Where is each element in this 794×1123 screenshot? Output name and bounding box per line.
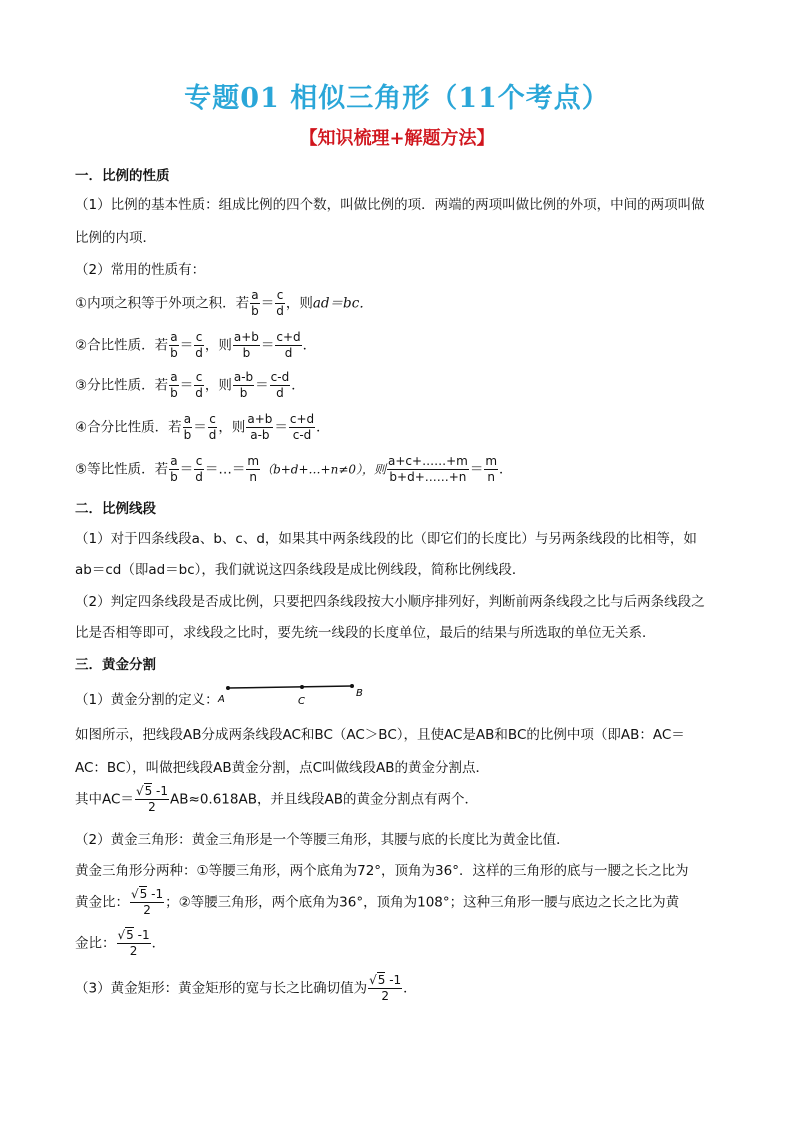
row-text: ＝…＝	[204, 461, 246, 478]
numerator: c+d	[289, 412, 315, 426]
row-text: ＝	[469, 461, 484, 478]
denominator: d	[208, 428, 217, 442]
denominator: b	[170, 470, 178, 484]
numerator: m	[247, 454, 260, 468]
numerator: c	[195, 330, 203, 344]
denominator: 2	[148, 800, 156, 814]
fraction	[275, 288, 285, 319]
denominator: d	[276, 304, 284, 318]
minus-one: -1	[133, 928, 150, 942]
section-heading-ratio-properties: 一．比例的性质	[75, 168, 170, 184]
row-result: ad＝bc．	[312, 295, 373, 312]
numerator: a	[183, 412, 192, 426]
denominator: n	[249, 470, 258, 484]
fraction	[169, 370, 179, 401]
numerator: a+b	[247, 412, 273, 426]
denominator: 2	[129, 944, 138, 958]
numerator: c	[209, 412, 216, 426]
row-text: ．	[403, 980, 417, 997]
denominator: 2	[143, 903, 151, 917]
minus-one: -1	[385, 973, 402, 987]
fraction	[194, 454, 204, 485]
denominator: b	[170, 386, 178, 400]
fraction	[208, 412, 218, 443]
row-text: ＝	[179, 461, 194, 478]
fraction	[387, 454, 469, 485]
point-b	[350, 684, 354, 688]
numerator: a+b	[233, 330, 259, 344]
row-text: ，则	[285, 295, 313, 312]
sqrt-radicand: 5	[377, 973, 386, 987]
sqrt-radicand: 5	[144, 784, 153, 798]
numerator: c	[195, 370, 203, 384]
denominator: b	[239, 386, 248, 400]
property-row-2	[75, 330, 316, 361]
paragraph-line: （1）黄金分割的定义：	[75, 692, 219, 708]
point-c	[300, 685, 304, 689]
fraction-golden	[117, 928, 151, 959]
row-text: ＝	[179, 377, 194, 394]
numerator: m	[485, 454, 498, 468]
denominator: b	[170, 346, 178, 360]
row-text: ＝	[260, 337, 275, 354]
segment-ab	[228, 686, 352, 688]
row-text: ①内项之积等于外项之积．若	[75, 295, 250, 312]
denominator: a-b	[250, 428, 270, 442]
segment-diagram	[210, 680, 380, 710]
row-text: ②合比性质．若	[75, 337, 169, 354]
row-text: ．	[316, 419, 330, 436]
paragraph-line: （1）对于四条线段a、b、c、d，如果其中两条线段的比（即它们的长度比）与另两条线段的比相等，如	[75, 531, 697, 547]
paragraph-line: （2）判定四条线段是否成比例，只要把四条线段按大小顺序排列好，判断前两条线段之比与后两条线段之	[75, 594, 705, 610]
fraction	[484, 454, 498, 485]
row-text: ⑤等比性质．若	[75, 461, 169, 478]
fraction	[183, 412, 193, 443]
row-text: ＝	[274, 419, 288, 436]
row-text: ，则	[204, 377, 232, 394]
fraction	[169, 454, 179, 485]
golden-ratio-formula	[75, 784, 478, 815]
denominator: d	[195, 386, 203, 400]
row-text: ③分比性质．若	[75, 377, 169, 394]
row-text: ④合分比性质．若	[75, 419, 182, 436]
paragraph-line: （2）黄金三角形：黄金三角形是一个等腰三角形，其腰与底的长度比为黄金比值．	[75, 832, 570, 848]
numerator: a	[170, 454, 178, 468]
row-text: ；②等腰三角形，两个底角为36°，顶角为108°；这种三角形一腰与底边之长之比为黄	[165, 894, 680, 911]
row-text: ＝	[260, 295, 275, 312]
row-text: ＝	[179, 337, 194, 354]
row-text: ，则	[204, 337, 232, 354]
point-a	[226, 686, 230, 690]
golden-ratio-line	[75, 928, 165, 959]
property-row-3	[75, 370, 305, 401]
numerator: a+c+……+m	[388, 454, 468, 468]
row-text: ．	[302, 337, 317, 354]
paragraph-line: （2）常用的性质有：	[75, 262, 206, 278]
fraction-golden	[135, 784, 169, 815]
denominator: b	[183, 428, 192, 442]
row-text: ＝	[193, 419, 207, 436]
fraction	[246, 412, 273, 443]
numerator: a	[170, 330, 178, 344]
paragraph-line: 比例的内项．	[75, 230, 156, 246]
row-text: AB≈0.618AB，并且线段AB的黄金分割点有两个．	[170, 791, 478, 808]
denominator: b+d+……+n	[389, 470, 467, 484]
denominator: n	[487, 470, 495, 484]
fraction	[194, 330, 204, 361]
paragraph-line: ab＝cd（即ad＝bc），我们就说这四条线段是成比例线段，简称比例线段．	[75, 562, 526, 578]
row-text: ．	[291, 377, 305, 394]
label-c: C	[298, 696, 305, 707]
denominator: d	[195, 470, 203, 484]
row-text: 黄金比：	[75, 894, 129, 911]
denominator: d	[276, 386, 284, 400]
numerator: c-d	[270, 370, 290, 384]
denominator: c-d	[292, 428, 312, 442]
numerator: c+d	[276, 330, 301, 344]
fraction	[233, 330, 260, 361]
sqrt-radicand: 5	[139, 887, 148, 901]
fraction	[289, 412, 315, 443]
paragraph-line: （1）比例的基本性质：组成比例的四个数，叫做比例的项．两端的两项叫做比例的外项，中间的两项叫做	[75, 197, 705, 213]
row-text: 其中AC＝	[75, 791, 134, 808]
denominator: 2	[381, 989, 389, 1003]
label-a: A	[218, 694, 225, 705]
fraction	[270, 370, 291, 401]
section-heading-golden-section: 三．黄金分割	[75, 657, 156, 673]
fraction	[169, 330, 179, 361]
denominator: b	[251, 304, 259, 318]
numerator: √5 -1	[135, 784, 169, 798]
paragraph-line: AC：BC），叫做把线段AB黄金分割，点C叫做线段AB的黄金分割点．	[75, 760, 490, 776]
golden-ratio-line	[75, 887, 679, 918]
denominator: b	[242, 346, 251, 360]
numerator: √5 -1	[369, 973, 402, 987]
fraction	[233, 370, 254, 401]
row-text: ，则	[218, 419, 246, 436]
paragraph-line: 如图所示，把线段AB分成两条线段AC和BC（AC＞BC），且使AC是AB和BC的比例中项（即AB：AC＝	[75, 727, 685, 743]
numerator: c	[195, 454, 203, 468]
denominator: d	[284, 346, 293, 360]
numerator: a	[170, 370, 178, 384]
numerator: √5 -1	[117, 928, 150, 942]
paragraph-line: 黄金三角形分两种：①等腰三角形，两个底角为72°，顶角为36°．这样的三角形的底与一腰之长之比为	[75, 863, 689, 879]
golden-rectangle-line	[75, 973, 417, 1004]
numerator: a	[251, 288, 259, 302]
fraction	[246, 454, 260, 485]
fraction-golden	[368, 973, 402, 1004]
page-title: 专题01 相似三角形（11个考点）	[184, 83, 610, 114]
row-condition: （b+d+…+n≠0），则	[261, 462, 387, 477]
sqrt-radicand: 5	[126, 928, 134, 942]
fraction	[275, 330, 301, 361]
section-heading-proportional-segments: 二．比例线段	[75, 501, 156, 517]
page-subtitle: 【知识梳理+解题方法】	[299, 128, 495, 149]
row-text: （3）黄金矩形：黄金矩形的宽与长之比确切值为	[75, 980, 368, 997]
row-text: 金比：	[75, 935, 116, 952]
property-row-1	[75, 288, 373, 319]
numerator: a-b	[233, 370, 254, 384]
property-row-4	[75, 412, 330, 443]
denominator: d	[195, 346, 203, 360]
fraction	[250, 288, 260, 319]
fraction-golden	[130, 887, 164, 918]
numerator: c	[276, 288, 284, 302]
paragraph-line: 比是否相等即可，求线段之比时，要先统一线段的长度单位，最后的结果与所选取的单位无关系．	[75, 625, 656, 641]
numerator: √5 -1	[131, 887, 164, 901]
label-b: B	[356, 688, 363, 699]
property-row-5	[75, 454, 513, 485]
row-text: ．	[499, 461, 513, 478]
fraction	[194, 370, 204, 401]
minus-one: -1	[152, 784, 169, 798]
minus-one: -1	[147, 887, 164, 901]
row-text: ＝	[255, 377, 269, 394]
row-text: ．	[151, 935, 166, 952]
